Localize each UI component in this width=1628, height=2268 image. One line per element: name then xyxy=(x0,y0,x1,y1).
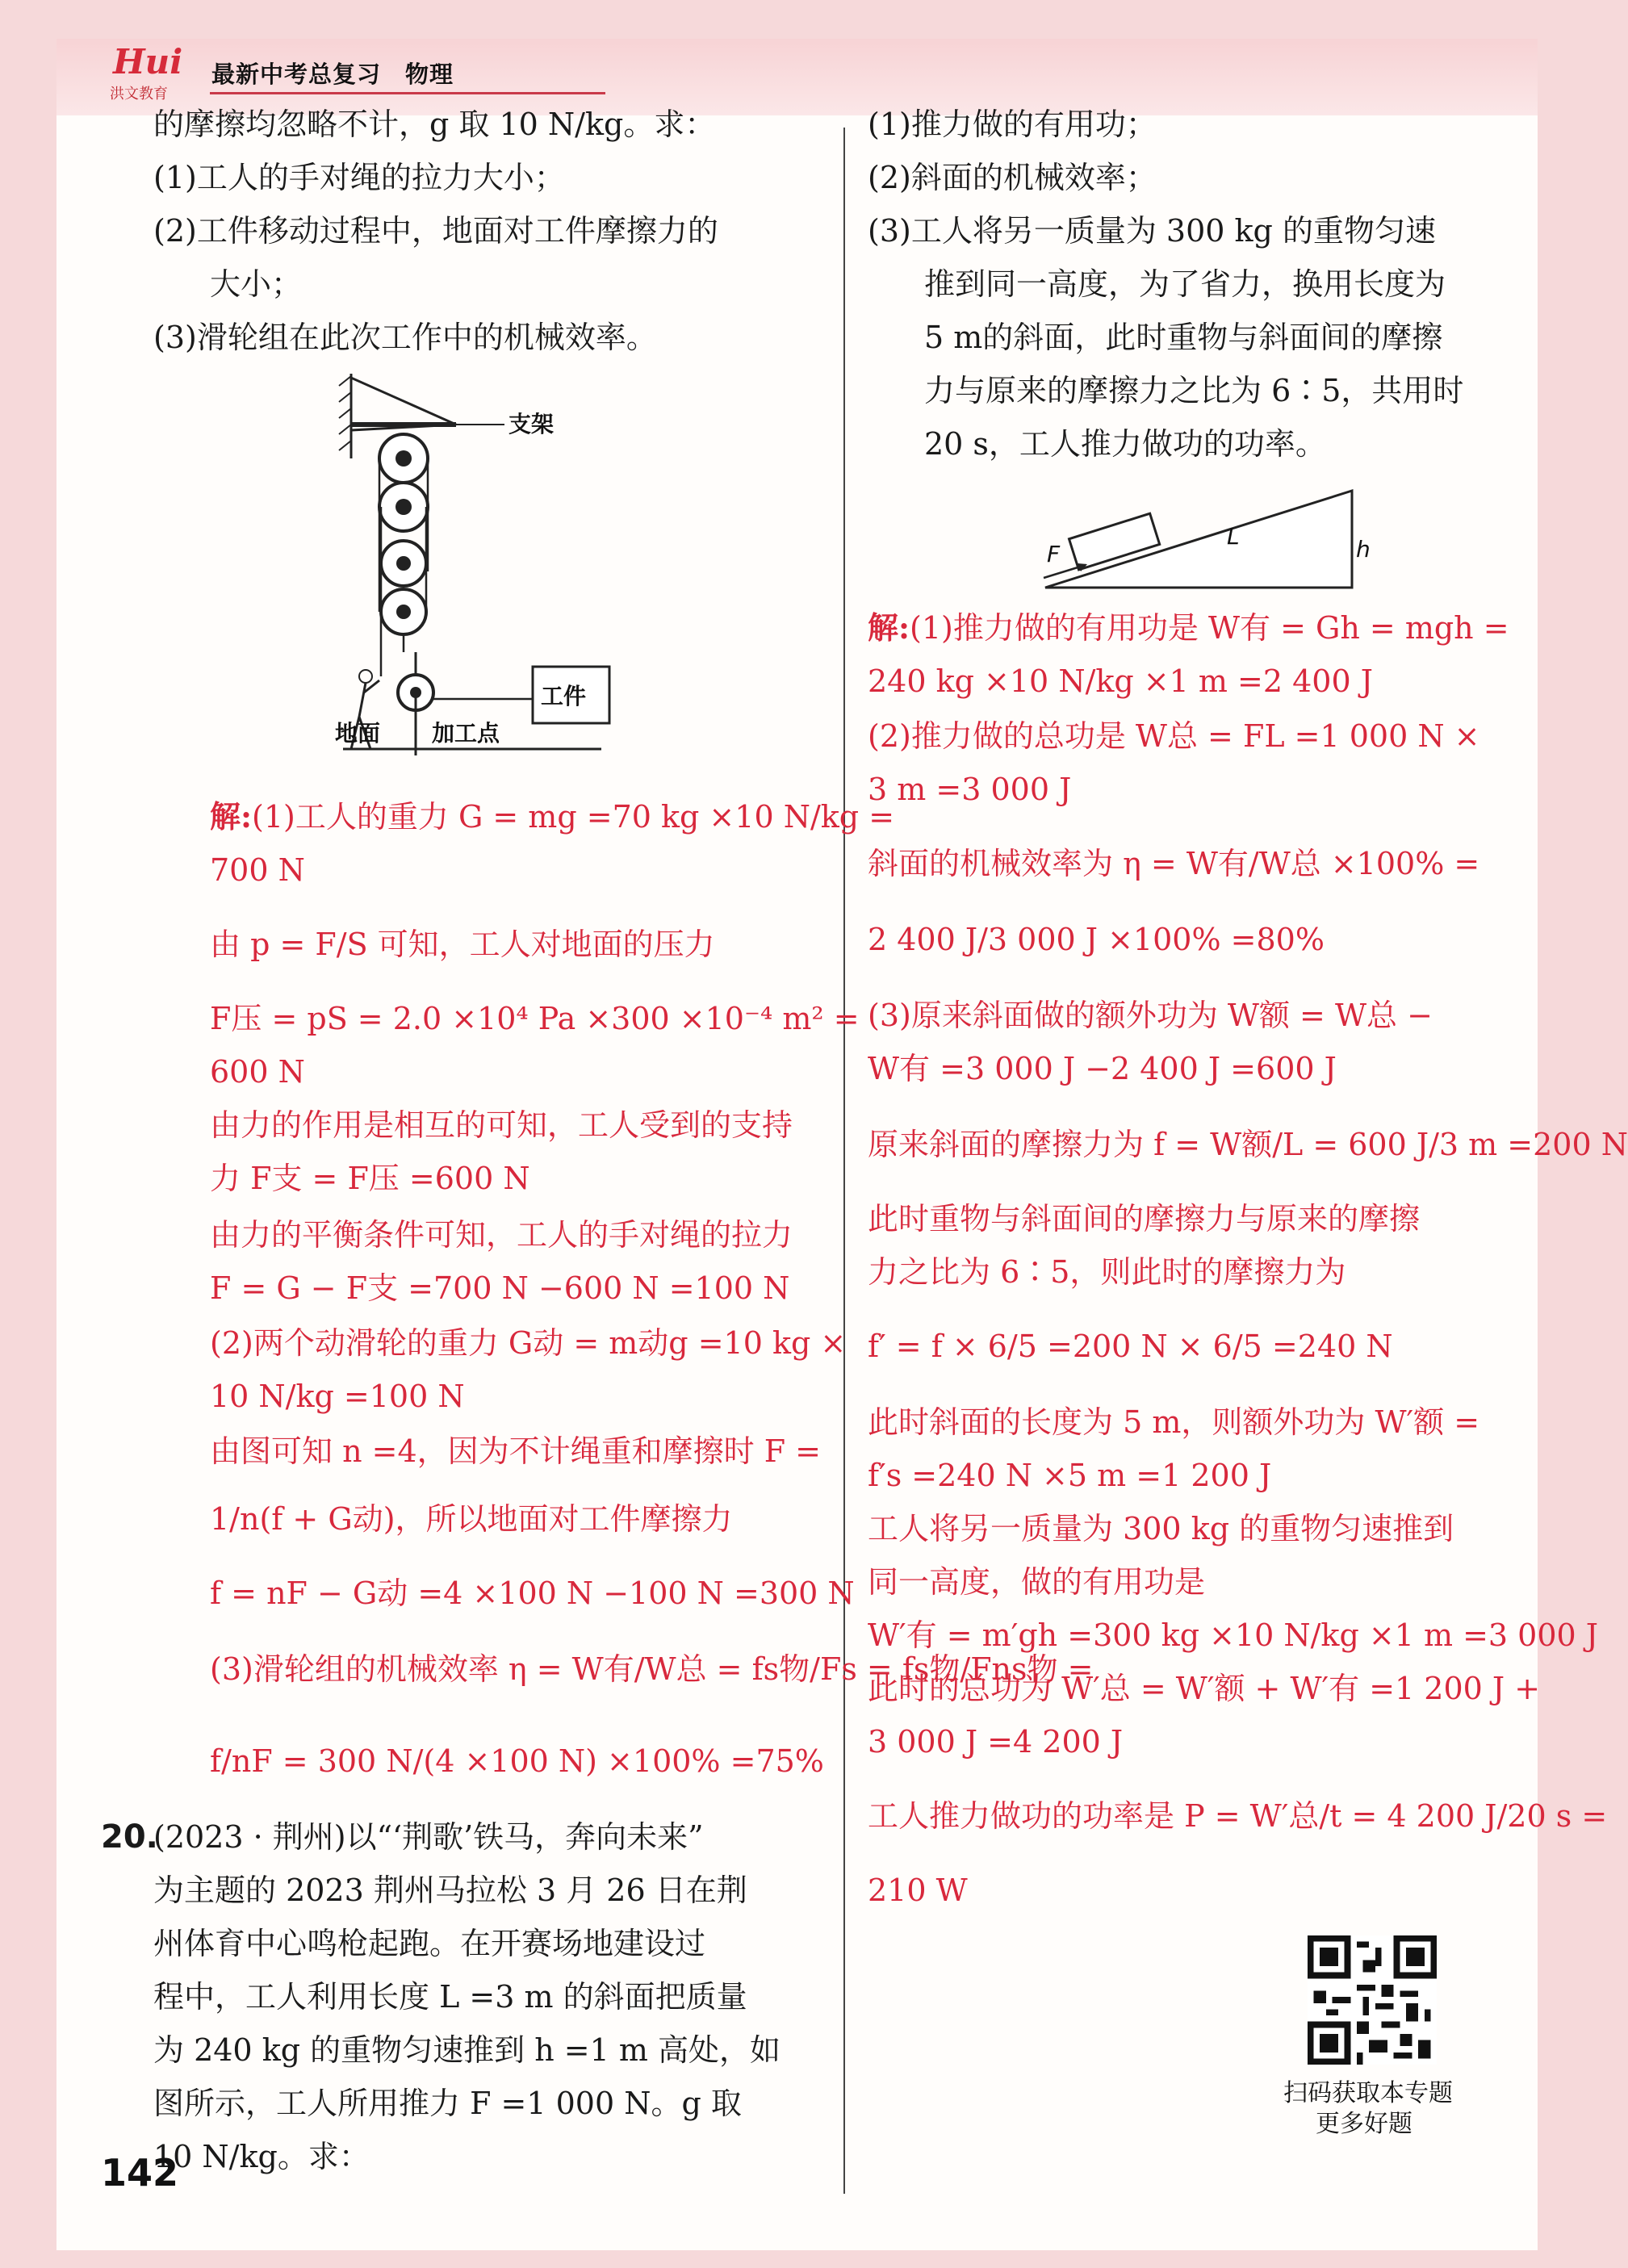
solution-line: 3 000 J =4 200 J xyxy=(868,1724,1124,1760)
solution-line: 3 m =3 000 J xyxy=(868,772,1072,807)
solution-line: (3)滑轮组的机械效率 η = W有/W总 = fs物/Fs = fs物/Fns物 = xyxy=(210,1651,1094,1687)
question-line: 图所示，工人所用推力 F =1 000 N。g 取 xyxy=(153,2086,742,2121)
question-line: 为 240 kg 的重物匀速推到 h =1 m 高处，如 xyxy=(153,2032,781,2068)
column-divider xyxy=(843,128,845,2194)
solution-line: 工人推力做功的功率是 P = W′总/t = 4 200 J/20 s = xyxy=(868,1798,1608,1834)
question-line: (3)工人将另一质量为 300 kg 的重物匀速 xyxy=(868,213,1436,249)
question-line: 州体育中心鸣枪起跑。在开赛场地建设过 xyxy=(153,1926,706,1961)
solution-line: f = nF − G动 =4 ×100 N −100 N =300 N xyxy=(210,1575,855,1611)
solution-line: 工人将另一质量为 300 kg 的重物匀速推到 xyxy=(868,1511,1454,1546)
solution-line: 解:(1)工人的重力 G = mg =70 kg ×10 N/kg = xyxy=(210,798,895,835)
label-height: h xyxy=(1356,536,1371,563)
solution-line: 此时斜面的长度为 5 m，则额外功为 W′额 = xyxy=(868,1404,1480,1440)
question-number: 20. xyxy=(101,1818,158,1856)
solution-line: F = G − F支 =700 N −600 N =100 N xyxy=(210,1270,790,1306)
question-line: 推到同一高度，为了省力，换用长度为 xyxy=(924,266,1446,302)
solution-line: (3)原来斜面做的额外功为 W额 = W总 − xyxy=(868,998,1433,1033)
page-number: 142 xyxy=(101,2151,179,2195)
solution-line: (2)推力做的总功是 W总 = FL =1 000 N × xyxy=(868,718,1480,754)
solution-line: 240 kg ×10 N/kg ×1 m =2 400 J xyxy=(868,663,1373,699)
label-processing-point: 加工点 xyxy=(432,720,500,747)
incline-figure xyxy=(1021,483,1384,596)
solution-line: 此时重物与斜面间的摩擦力与原来的摩擦 xyxy=(868,1201,1421,1237)
question-line: 的摩擦均忽略不计，g 取 10 N/kg。求： xyxy=(153,107,716,142)
question-line: 力与原来的摩擦力之比为 6∶5，共用时 xyxy=(924,373,1464,408)
qr-caption: 扫码获取本专题 xyxy=(1283,2079,1453,2107)
question-line: (2)工件移动过程中，地面对工件摩擦力的 xyxy=(153,213,718,249)
solution-line: 2 400 J/3 000 J ×100% =80% xyxy=(868,922,1325,957)
solution-line: F压 = pS = 2.0 ×10⁴ Pa ×300 ×10⁻⁴ m² = xyxy=(210,1001,860,1036)
solution-line: 斜面的机械效率为 η = W有/W总 ×100% = xyxy=(868,846,1480,881)
solution-line: W有 =3 000 J −2 400 J =600 J xyxy=(868,1051,1337,1086)
question-line: (2)斜面的机械效率； xyxy=(868,160,1157,195)
solution-line: 由力的平衡条件可知，工人的手对绳的拉力 xyxy=(210,1217,793,1253)
publisher-logo xyxy=(98,39,211,110)
question-line: 大小； xyxy=(210,266,303,302)
solution-line: (2)两个动滑轮的重力 G动 = m动g =10 kg × xyxy=(210,1325,847,1361)
solution-line: 1/n(f + G动)，所以地面对工件摩擦力 xyxy=(210,1501,733,1537)
solution-line: 力之比为 6∶5，则此时的摩擦力为 xyxy=(868,1254,1346,1290)
question-line: 程中，工人利用长度 L =3 m 的斜面把质量 xyxy=(153,1979,747,2015)
solution-line: 10 N/kg =100 N xyxy=(210,1379,465,1414)
solution-line: f/nF = 300 N/(4 ×100 N) ×100% =75% xyxy=(210,1743,824,1779)
logo-text: 洪文教育 xyxy=(110,86,168,103)
question-line: 20 s，工人推力做功的功率。 xyxy=(924,426,1326,462)
question-line: (1)工人的手对绳的拉力大小； xyxy=(153,160,565,195)
label-force: F xyxy=(1047,541,1061,567)
label-length: L xyxy=(1227,523,1240,550)
solution-line: 600 N xyxy=(210,1054,305,1090)
solution-label: 解: xyxy=(868,609,910,646)
qr-code[interactable] xyxy=(1308,1935,1437,2065)
solution-line: 同一高度，做的有用功是 xyxy=(868,1564,1206,1600)
question-line: 5 m的斜面，此时重物与斜面间的摩擦 xyxy=(924,320,1443,355)
solution-line: 210 W xyxy=(868,1873,968,1908)
question-line: (3)滑轮组在此次工作中的机械效率。 xyxy=(153,320,657,355)
solution-line: 此时的总功为 W′总 = W′额 + W′有 =1 200 J + xyxy=(868,1671,1541,1706)
question-20 xyxy=(101,1818,158,1856)
question-line: 10 N/kg。求： xyxy=(153,2139,370,2174)
page xyxy=(56,39,1628,2250)
pulley-figure xyxy=(335,370,755,749)
label-workpiece: 工件 xyxy=(541,683,587,709)
solution-line: 由图可知 n =4，因为不计绳重和摩擦时 F = xyxy=(210,1433,822,1469)
solution-line: f′ = f × 6/5 =200 N × 6/5 =240 N xyxy=(868,1329,1393,1364)
solution-line: 力 F支 = F压 =600 N xyxy=(210,1161,530,1196)
qr-caption: 更多好题 xyxy=(1316,2110,1412,2138)
header-title: 最新中考总复习 物理 xyxy=(211,61,454,88)
solution-line: 原来斜面的摩擦力为 f = W额/L = 600 J/3 m =200 N xyxy=(868,1127,1628,1162)
solution-line: 解:(1)推力做的有用功是 W有 = Gh = mgh = xyxy=(868,609,1509,646)
solution-label: 解: xyxy=(210,798,253,835)
solution-line: 由力的作用是相互的可知，工人受到的支持 xyxy=(210,1107,793,1143)
solution-line: W′有 = m′gh =300 kg ×10 N/kg ×1 m =3 000 J xyxy=(868,1617,1599,1653)
solution-line: f′s =240 N ×5 m =1 200 J xyxy=(868,1458,1272,1493)
label-bracket: 支架 xyxy=(508,411,555,437)
solution-line: 700 N xyxy=(210,852,305,888)
label-ground: 地面 xyxy=(335,720,381,747)
question-line: 为主题的 2023 荆州马拉松 3 月 26 日在荆 xyxy=(153,1873,747,1908)
question-line: (1)推力做的有用功； xyxy=(868,107,1157,142)
logo-mark: Hui xyxy=(113,42,183,82)
solution-line: 由 p = F/S 可知，工人对地面的压力 xyxy=(210,927,715,962)
question-line: (2023 · 荆州)以“‘荆歌’铁马，奔向未来” xyxy=(153,1819,704,1855)
header-underline xyxy=(210,92,605,94)
